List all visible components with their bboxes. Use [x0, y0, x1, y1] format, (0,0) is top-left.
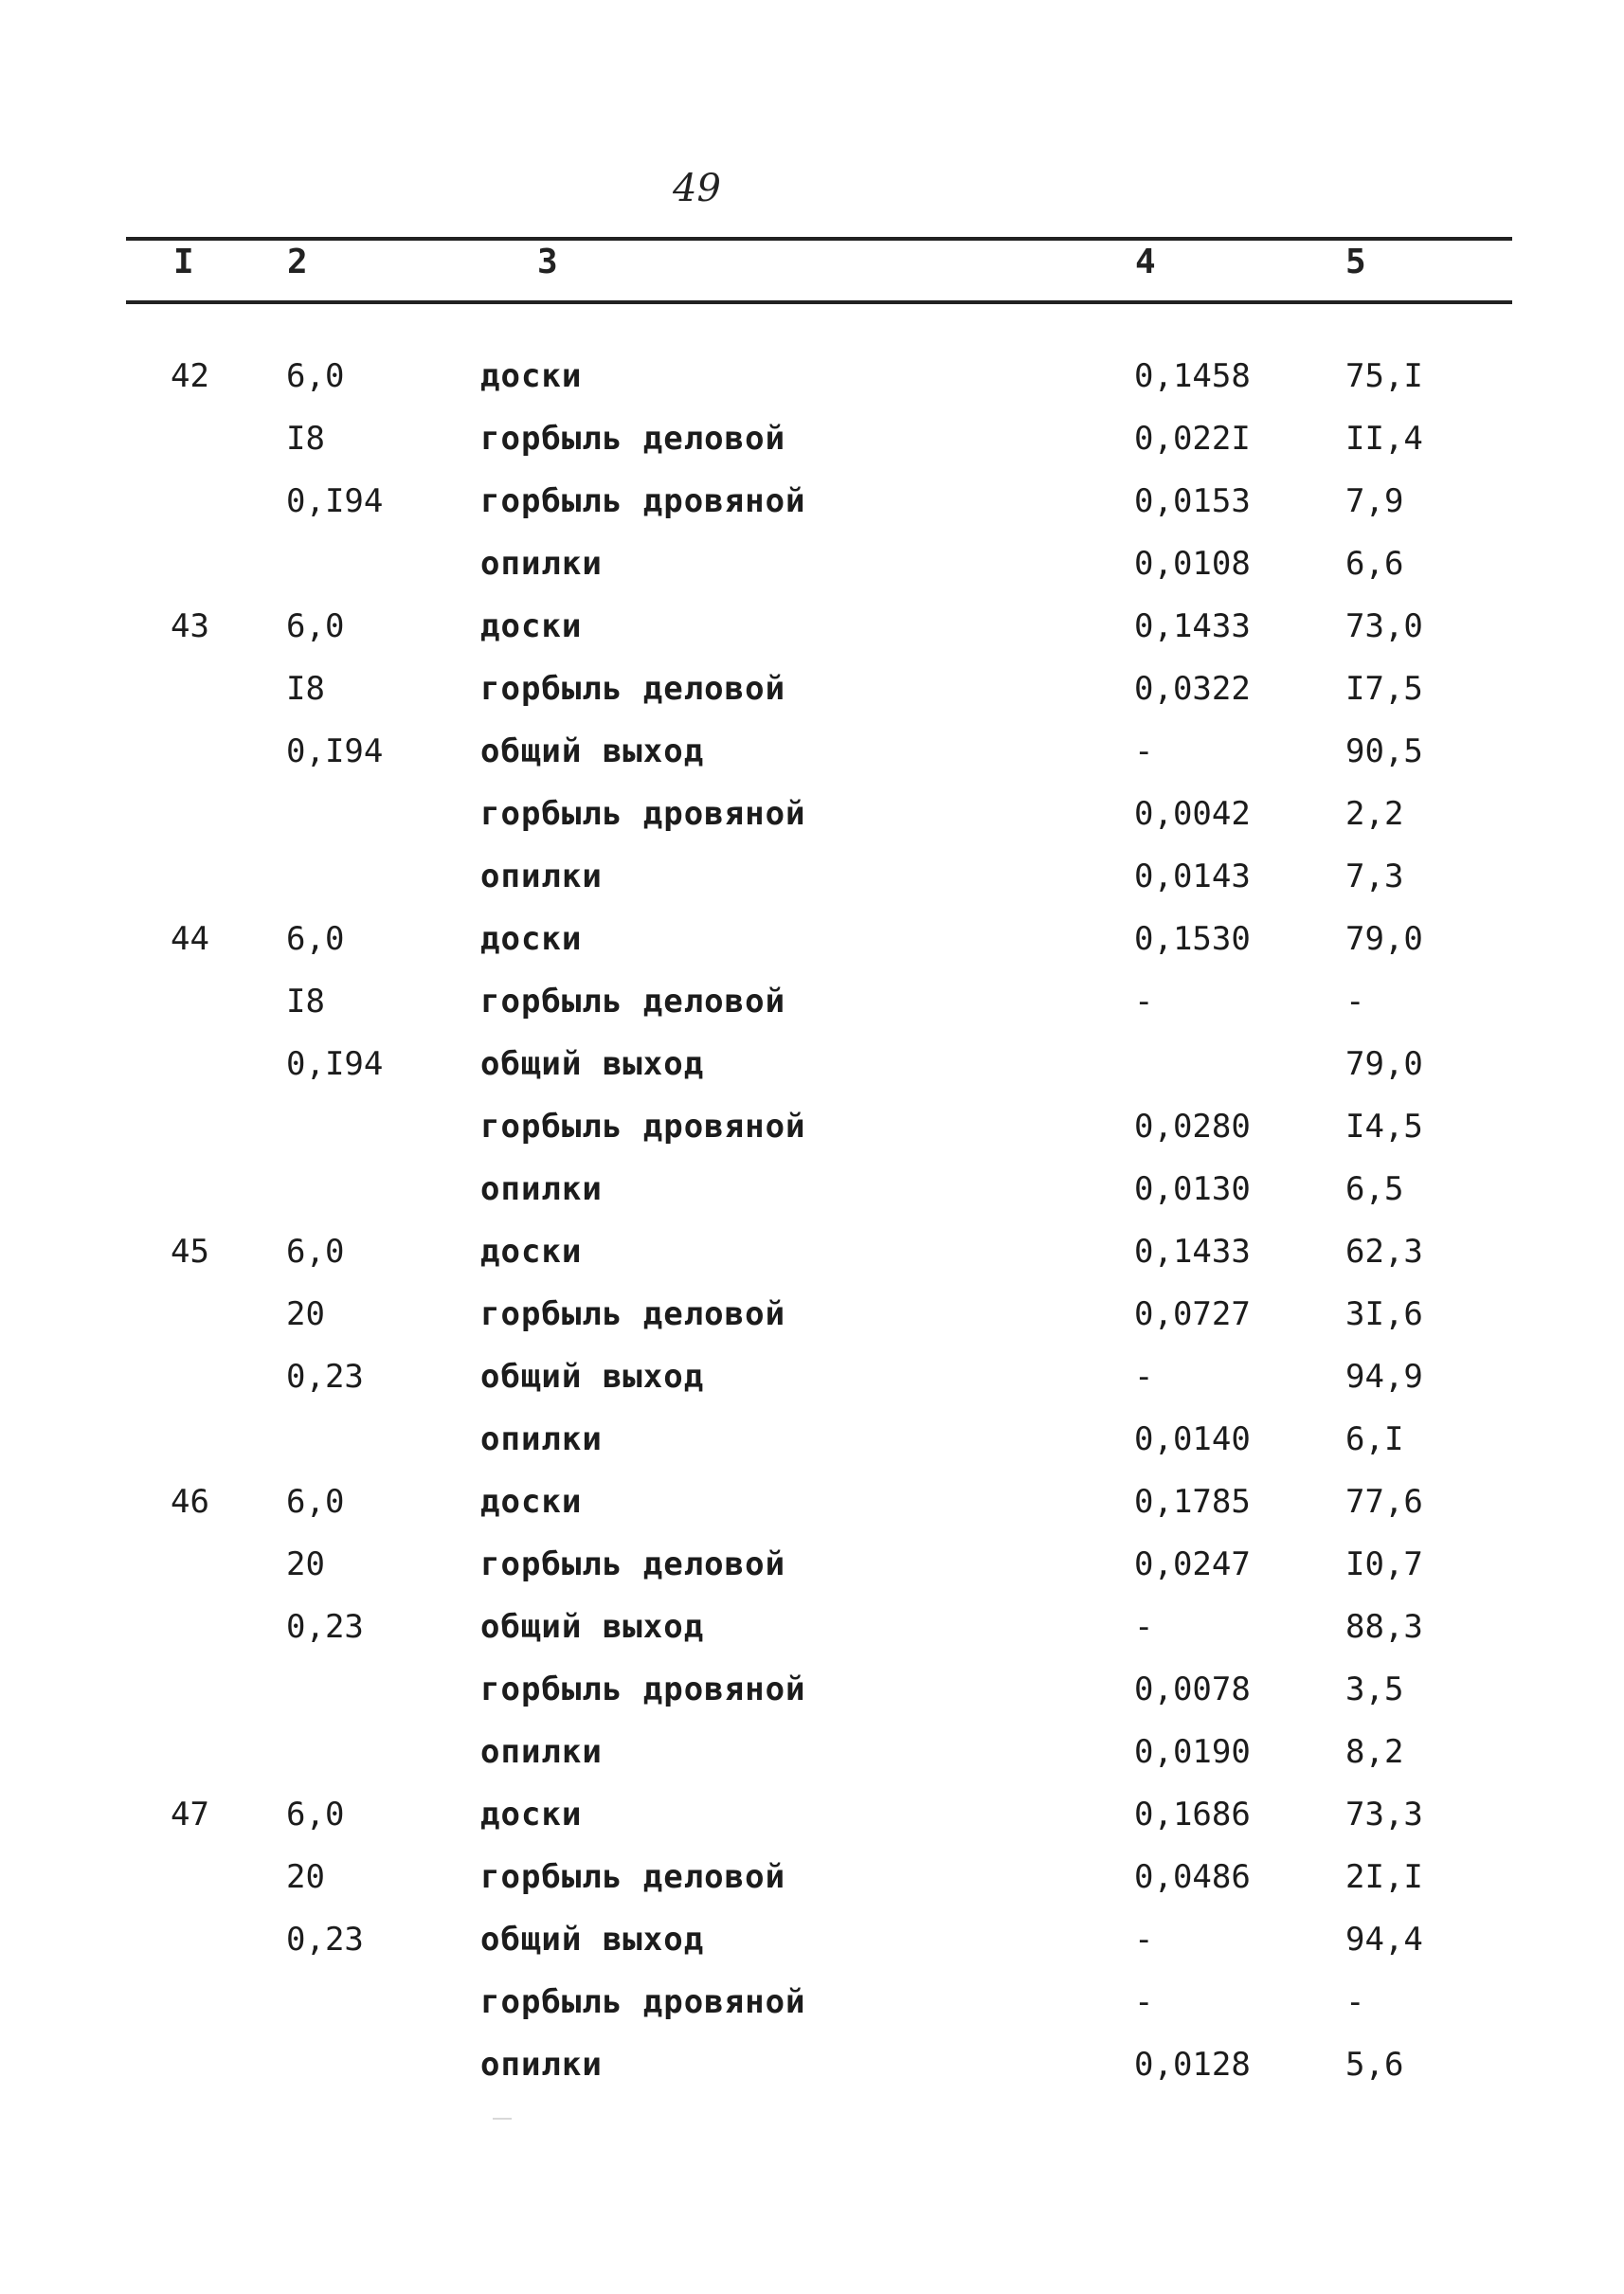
volume: 0,0280 — [1134, 1108, 1251, 1146]
product-name: опилки — [480, 1420, 603, 1458]
yield-percent: 6,I — [1345, 1420, 1404, 1458]
volume: 0,1433 — [1134, 607, 1251, 645]
yield-percent: II,4 — [1345, 420, 1423, 458]
product-name: общий выход — [480, 1921, 705, 1959]
table-row — [0, 658, 1624, 720]
table-top-rule — [126, 237, 1512, 241]
table-row — [0, 407, 1624, 470]
yield-percent: 88,3 — [1345, 1608, 1423, 1646]
volume: 0,0078 — [1134, 1671, 1251, 1708]
table-row — [0, 1283, 1624, 1346]
volume: 0,0247 — [1134, 1545, 1251, 1583]
volume: 0,0190 — [1134, 1733, 1251, 1771]
log-diameter: I8 — [286, 670, 325, 708]
product-name: горбыль деловой — [480, 1858, 786, 1896]
log-diameter: 6,0 — [286, 607, 345, 645]
log-diameter: 0,I94 — [286, 482, 384, 520]
row-number: 47 — [171, 1796, 209, 1833]
log-diameter: 20 — [286, 1295, 325, 1333]
product-name: доски — [480, 1483, 583, 1521]
table-row — [0, 1220, 1624, 1283]
log-diameter: I8 — [286, 983, 325, 1021]
log-diameter: 6,0 — [286, 357, 345, 395]
table-row — [0, 908, 1624, 970]
volume: - — [1134, 732, 1154, 770]
table-row — [0, 1908, 1624, 1971]
product-name: горбыль дровяной — [480, 482, 806, 520]
yield-percent: 94,9 — [1345, 1358, 1423, 1396]
table-row — [0, 1095, 1624, 1158]
volume: 0,0140 — [1134, 1420, 1251, 1458]
yield-percent: 79,0 — [1345, 1045, 1423, 1083]
product-name: горбыль деловой — [480, 983, 786, 1021]
table-row — [0, 1971, 1624, 2033]
volume: 0,1433 — [1134, 1233, 1251, 1271]
yield-percent: 75,I — [1345, 357, 1423, 395]
product-name: горбыль дровяной — [480, 1108, 806, 1146]
yield-percent: 2I,I — [1345, 1858, 1423, 1896]
yield-percent: 73,0 — [1345, 607, 1423, 645]
volume: 0,0322 — [1134, 670, 1251, 708]
volume: - — [1134, 1983, 1154, 2021]
log-diameter: I8 — [286, 420, 325, 458]
volume: - — [1134, 1358, 1154, 1396]
table-row — [0, 845, 1624, 908]
product-name: общий выход — [480, 732, 705, 770]
table-row — [0, 1596, 1624, 1658]
yield-percent: 79,0 — [1345, 920, 1423, 958]
volume: 0,1785 — [1134, 1483, 1251, 1521]
product-name: опилки — [480, 545, 603, 583]
log-diameter: 20 — [286, 1545, 325, 1583]
product-name: опилки — [480, 1733, 603, 1771]
yield-percent: 8,2 — [1345, 1733, 1404, 1771]
product-name: опилки — [480, 2046, 603, 2084]
table-row — [0, 1783, 1624, 1846]
row-number: 46 — [171, 1483, 209, 1521]
table-row — [0, 2033, 1624, 2096]
table-row — [0, 970, 1624, 1033]
yield-percent: 62,3 — [1345, 1233, 1423, 1271]
table-row — [0, 1846, 1624, 1908]
header-col-4: 4 — [1135, 243, 1156, 281]
volume: 0,1530 — [1134, 920, 1251, 958]
product-name: горбыль дровяной — [480, 795, 806, 833]
product-name: горбыль деловой — [480, 420, 786, 458]
volume: 0,1458 — [1134, 357, 1251, 395]
product-name: доски — [480, 357, 583, 395]
row-number: 43 — [171, 607, 209, 645]
yield-percent: 3I,6 — [1345, 1295, 1423, 1333]
product-name: доски — [480, 1796, 583, 1833]
volume: 0,0143 — [1134, 858, 1251, 895]
volume: - — [1134, 983, 1154, 1021]
volume: 0,0486 — [1134, 1858, 1251, 1896]
volume: 0,0108 — [1134, 545, 1251, 583]
row-number: 44 — [171, 920, 209, 958]
scan-mark — [493, 2118, 512, 2120]
yield-percent: 6,6 — [1345, 545, 1404, 583]
table-row — [0, 1346, 1624, 1408]
yield-percent: 90,5 — [1345, 732, 1423, 770]
header-col-1: I — [173, 243, 194, 281]
yield-percent: 2,2 — [1345, 795, 1404, 833]
product-name: горбыль деловой — [480, 670, 786, 708]
product-name: доски — [480, 607, 583, 645]
product-name: общий выход — [480, 1045, 705, 1083]
yield-percent: 7,9 — [1345, 482, 1404, 520]
volume: 0,022I — [1134, 420, 1251, 458]
log-diameter: 6,0 — [286, 1796, 345, 1833]
yield-percent: 77,6 — [1345, 1483, 1423, 1521]
volume: 0,0153 — [1134, 482, 1251, 520]
yield-percent: - — [1345, 1983, 1365, 2021]
page-number: 49 — [673, 167, 721, 210]
product-name: горбыль деловой — [480, 1295, 786, 1333]
table-row — [0, 345, 1624, 407]
product-name: горбыль деловой — [480, 1545, 786, 1583]
table-row — [0, 1658, 1624, 1721]
log-diameter: 6,0 — [286, 920, 345, 958]
product-name: опилки — [480, 858, 603, 895]
product-name: доски — [480, 1233, 583, 1271]
table-row — [0, 595, 1624, 658]
table-row — [0, 533, 1624, 595]
table-row — [0, 1033, 1624, 1095]
log-diameter: 20 — [286, 1858, 325, 1896]
log-diameter: 6,0 — [286, 1233, 345, 1271]
table-row — [0, 1471, 1624, 1533]
log-diameter: 0,I94 — [286, 732, 384, 770]
yield-percent: I0,7 — [1345, 1545, 1423, 1583]
yield-percent: - — [1345, 983, 1365, 1021]
product-name: общий выход — [480, 1358, 705, 1396]
volume: 0,0042 — [1134, 795, 1251, 833]
log-diameter: 0,23 — [286, 1608, 364, 1646]
volume: - — [1134, 1608, 1154, 1646]
yield-percent: I4,5 — [1345, 1108, 1423, 1146]
yield-percent: 7,3 — [1345, 858, 1404, 895]
table-row — [0, 783, 1624, 845]
product-name: горбыль дровяной — [480, 1671, 806, 1708]
log-diameter: 0,23 — [286, 1358, 364, 1396]
log-diameter: 6,0 — [286, 1483, 345, 1521]
yield-percent: I7,5 — [1345, 670, 1423, 708]
yield-percent: 3,5 — [1345, 1671, 1404, 1708]
volume: 0,0130 — [1134, 1170, 1251, 1208]
log-diameter: 0,23 — [286, 1921, 364, 1959]
yield-percent: 94,4 — [1345, 1921, 1423, 1959]
table-row — [0, 1408, 1624, 1471]
table-row — [0, 1533, 1624, 1596]
header-col-3: 3 — [537, 243, 558, 281]
row-number: 42 — [171, 357, 209, 395]
volume: 0,0128 — [1134, 2046, 1251, 2084]
header-col-5: 5 — [1345, 243, 1366, 281]
volume: 0,1686 — [1134, 1796, 1251, 1833]
product-name: общий выход — [480, 1608, 705, 1646]
row-number: 45 — [171, 1233, 209, 1271]
product-name: опилки — [480, 1170, 603, 1208]
table-row — [0, 1721, 1624, 1783]
yield-percent: 73,3 — [1345, 1796, 1423, 1833]
yield-percent: 6,5 — [1345, 1170, 1404, 1208]
table-row — [0, 1158, 1624, 1220]
table-header-rule — [126, 300, 1512, 304]
volume: 0,0727 — [1134, 1295, 1251, 1333]
product-name: горбыль дровяной — [480, 1983, 806, 2021]
yield-percent: 5,6 — [1345, 2046, 1404, 2084]
table-row — [0, 720, 1624, 783]
product-name: доски — [480, 920, 583, 958]
log-diameter: 0,I94 — [286, 1045, 384, 1083]
table-row — [0, 470, 1624, 533]
header-col-2: 2 — [287, 243, 308, 281]
volume: - — [1134, 1921, 1154, 1959]
table-body — [0, 345, 1624, 2096]
